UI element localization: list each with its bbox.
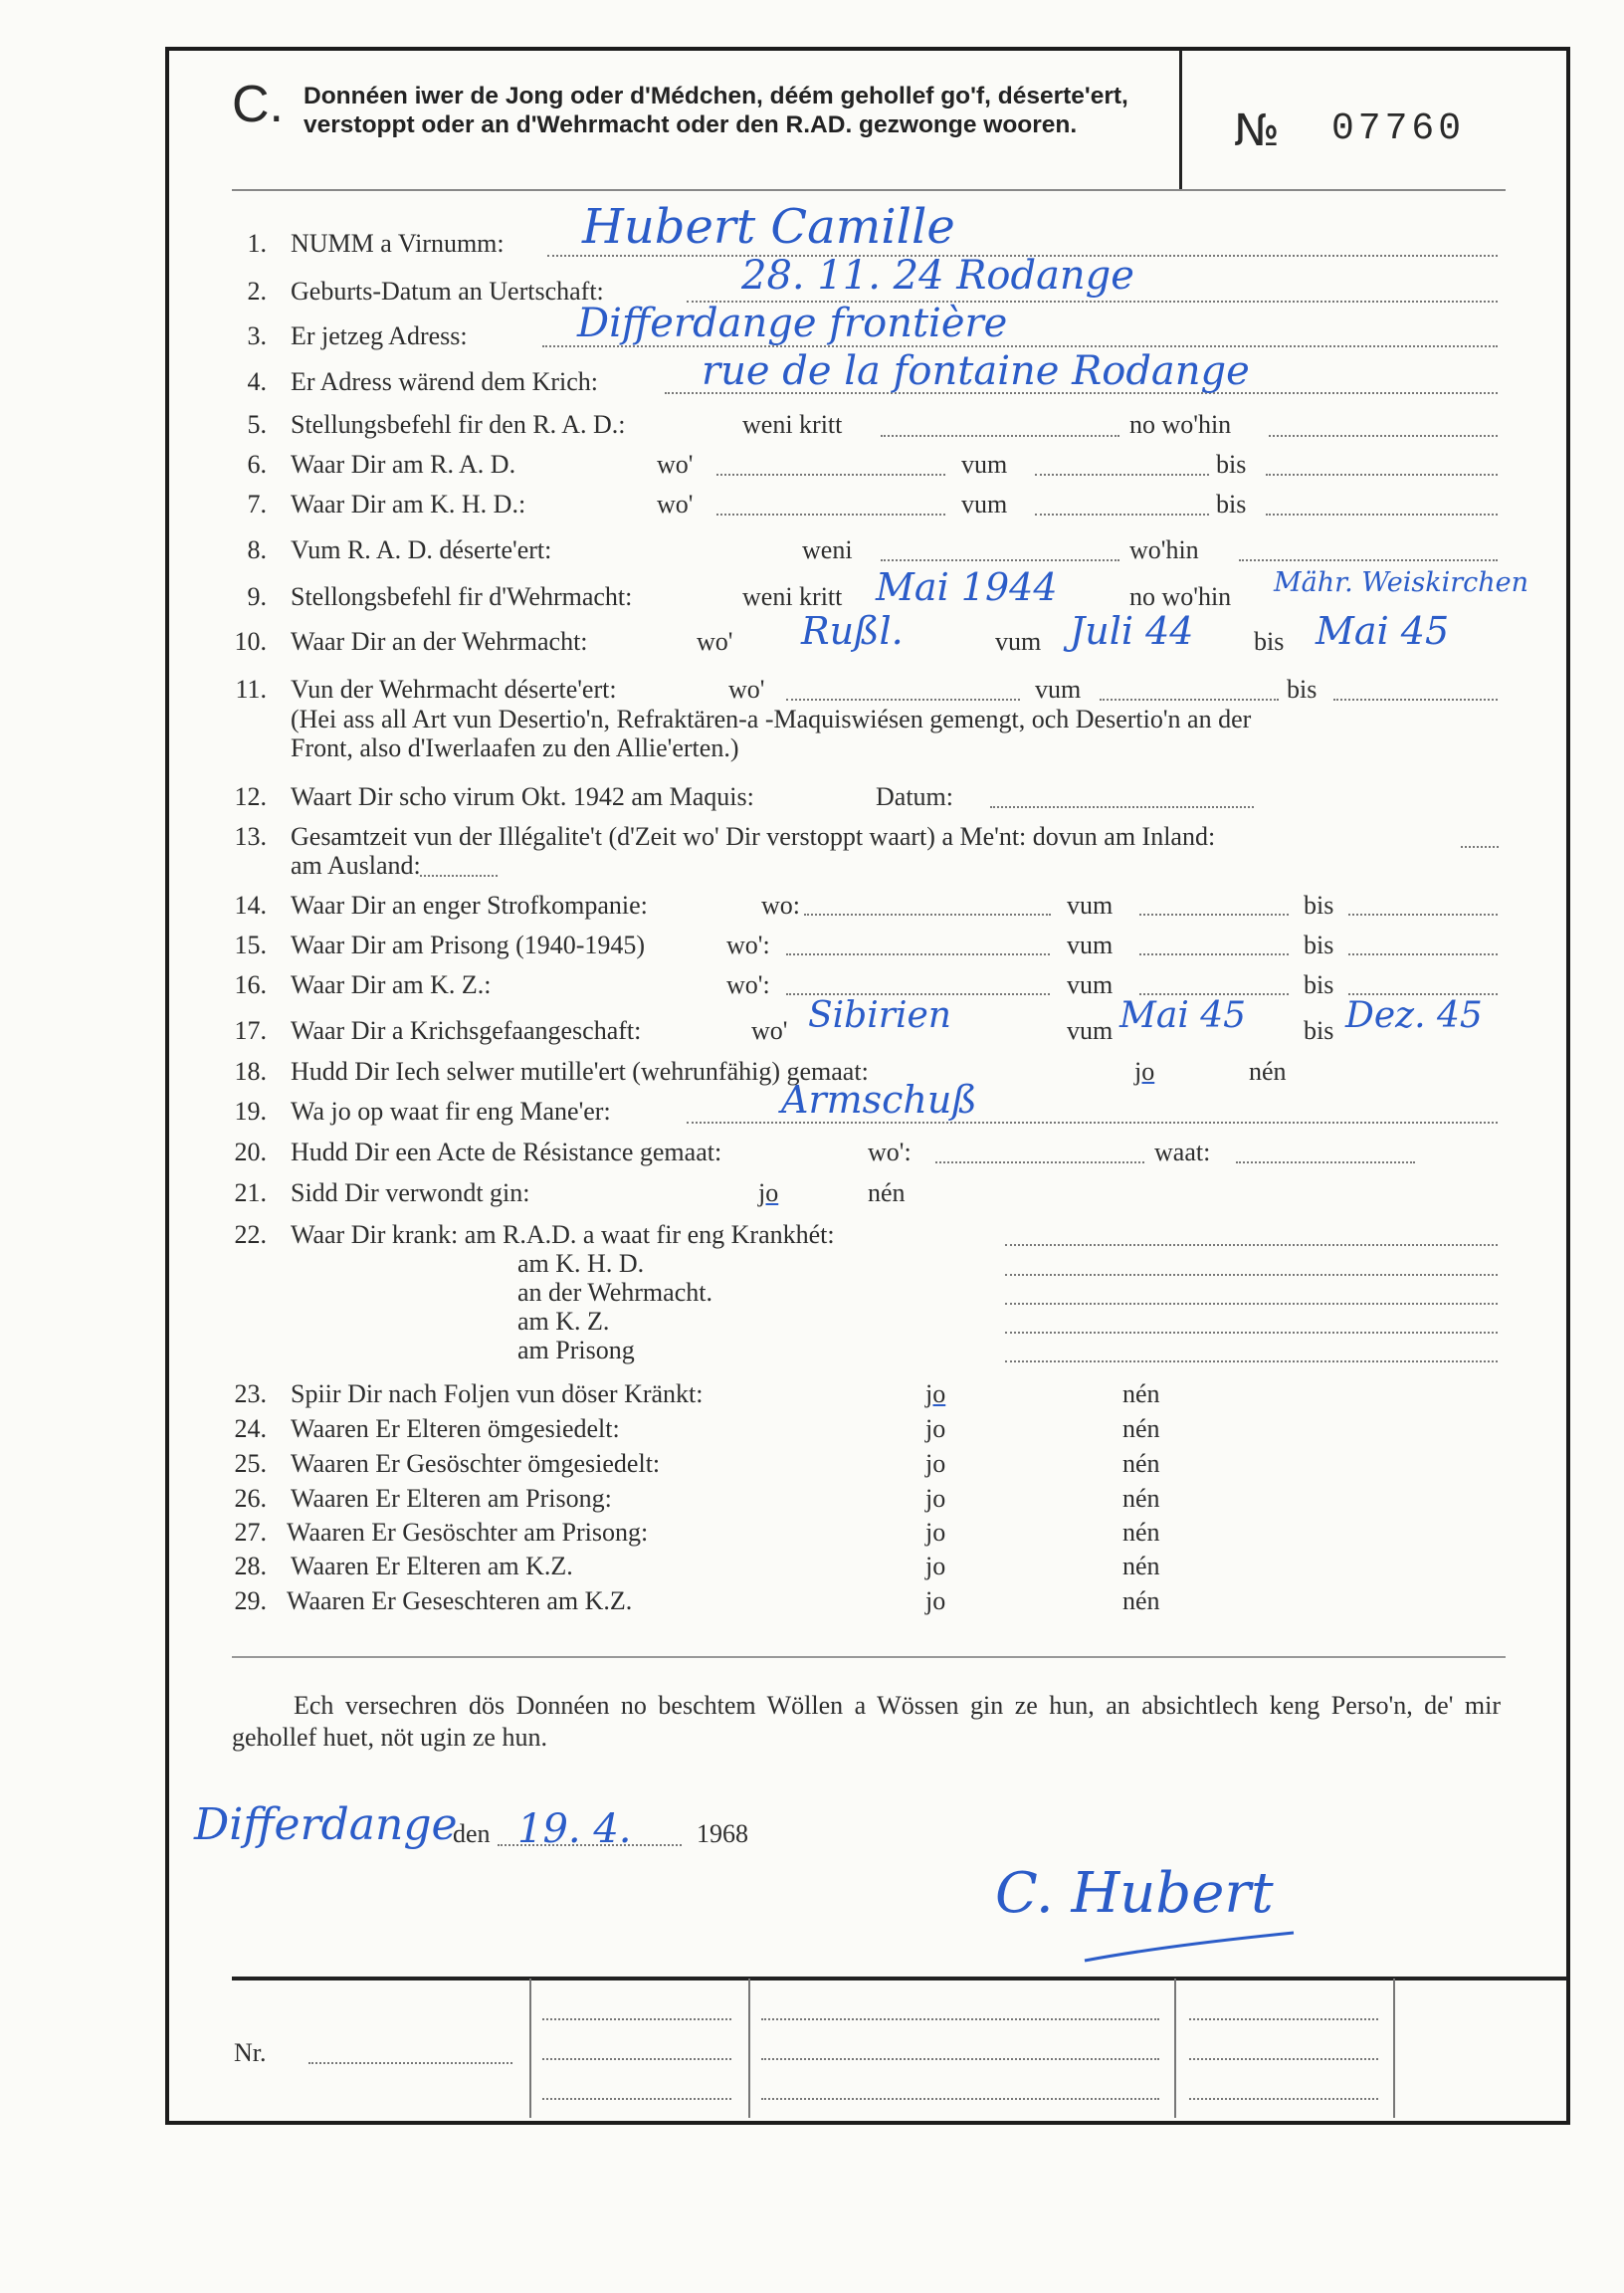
wehrmacht-wo-label: wo' [697, 627, 733, 656]
punishment-company-vum-label: vum [1067, 891, 1114, 920]
siblings-prison-yes[interactable]: jo [925, 1518, 946, 1547]
field-number: 2. [247, 277, 267, 306]
rad-label: Waar Dir am R. A. D. [291, 450, 516, 479]
parents-kz-no[interactable]: nén [1122, 1552, 1160, 1580]
field-number: 19. [234, 1097, 267, 1126]
wehrmacht-desert-vum-line[interactable] [1100, 699, 1279, 701]
sick-wehrmacht-label: an der Wehrmacht. [517, 1278, 712, 1307]
footer-column-divider [1393, 1979, 1395, 2118]
siblings-resettled-no[interactable]: nén [1122, 1449, 1160, 1478]
wounded-no[interactable]: nén [868, 1178, 906, 1207]
year-text: 1968 [697, 1819, 748, 1848]
signature: C. Hubert [995, 1861, 1274, 1926]
field-number: 18. [234, 1057, 267, 1086]
rad-wo-line[interactable] [716, 474, 945, 476]
pow-bis-label: bis [1304, 1016, 1334, 1045]
prison-wo-line[interactable] [786, 953, 1050, 955]
wehrmacht-order-where-value[interactable]: Mähr. Weiskirchen [1274, 567, 1529, 598]
birth-value[interactable]: 28. 11. 24 Rodange [741, 253, 1134, 299]
signature-flourish [1075, 1921, 1314, 1980]
wehrmacht-vum-label: vum [995, 627, 1042, 656]
name-label: NUMM a Virnumm: [291, 229, 505, 258]
declaration-text: Ech versechren dös Donnéen no beschtem Wöllen a Wössen gin ze hun, an absichtlech keng Perso'n, de' mir gehollef huet, nöt ugin ze hun. [232, 1691, 1501, 1752]
khd-vum-line[interactable] [1035, 514, 1209, 516]
rad-wo-label: wo' [657, 450, 694, 479]
parents-prison-yes[interactable]: jo [925, 1484, 946, 1513]
wehrmacht-desert-label: Vun der Wehrmacht déserte'ert: [291, 675, 617, 704]
resistance-wo-line[interactable] [935, 1161, 1144, 1163]
rad-desert-when-line[interactable] [881, 559, 1119, 561]
punishment-company-wo-label: wo: [761, 891, 800, 920]
punishment-company-vum-line[interactable] [1139, 914, 1289, 916]
footer-cell-line[interactable] [761, 2098, 1159, 2100]
aftereffects-no[interactable]: nén [1122, 1379, 1160, 1408]
rad-desert-where-line[interactable] [1239, 559, 1498, 561]
footer-rule [232, 1977, 1567, 1980]
field-number: 9. [247, 582, 267, 611]
wehrmacht-desert-vum-label: vum [1035, 675, 1082, 704]
pow-bis-value[interactable]: Dez. 45 [1345, 995, 1483, 1036]
field-number: 13. [234, 822, 267, 851]
siblings-kz-no[interactable]: nén [1122, 1586, 1160, 1615]
rad-vum-label: vum [961, 450, 1008, 479]
parents-kz-yes[interactable]: jo [925, 1552, 946, 1580]
resistance-wo-label: wo': [868, 1138, 912, 1166]
number-sign: № [1234, 105, 1280, 156]
maquis-datum-line[interactable] [990, 806, 1254, 808]
illegal-ausland-label: am Ausland: [291, 851, 421, 880]
wehrmacht-desert-bis-label: bis [1287, 675, 1318, 704]
parents-resettled-label: Waaren Er Elteren ömgesiedelt: [291, 1414, 620, 1443]
field-number: 1. [247, 229, 267, 258]
prison-bis-label: bis [1304, 931, 1334, 959]
sick-kz-line[interactable] [1005, 1332, 1498, 1334]
parents-kz-label: Waaren Er Elteren am K.Z. [291, 1552, 573, 1580]
illegal-time-label: Gesamtzeit vun der Illégalite't (d'Zeit wo' Dir verstoppt waart) a Me'nt: dovun am Inland: [291, 822, 1216, 851]
wehrmacht-desert-wo-line[interactable] [786, 699, 1020, 701]
field-number: 11. [235, 675, 267, 704]
manner-line[interactable] [687, 1122, 1498, 1124]
rad-vum-line[interactable] [1035, 474, 1209, 476]
khd-label: Waar Dir am K. H. D.: [291, 490, 526, 519]
field-number: 27. [234, 1518, 267, 1547]
khd-wo-line[interactable] [716, 514, 945, 516]
field-number: 20. [234, 1138, 267, 1166]
prison-vum-line[interactable] [1139, 953, 1289, 955]
punishment-company-bis-label: bis [1304, 891, 1334, 920]
field-number: 4. [247, 367, 267, 396]
field-number: 25. [234, 1449, 267, 1478]
siblings-kz-yes[interactable]: jo [925, 1586, 946, 1615]
footer-cell-line[interactable] [761, 2058, 1159, 2060]
war-address-value[interactable]: rue de la fontaine Rodange [702, 348, 1250, 394]
siblings-prison-no[interactable]: nén [1122, 1518, 1160, 1547]
field-number: 28. [234, 1552, 267, 1580]
rad-order-where-label: no wo'hin [1129, 410, 1232, 439]
siblings-prison-label: Waaren Er Gesöschter am Prisong: [287, 1518, 649, 1547]
section-letter: C. [232, 76, 284, 133]
sick-wehrmacht-line[interactable] [1005, 1303, 1498, 1305]
maquis-label: Waart Dir scho virum Okt. 1942 am Maquis: [291, 782, 754, 811]
form-number: 07760 [1331, 107, 1466, 150]
siblings-kz-label: Waaren Er Geseschteren am K.Z. [287, 1586, 633, 1615]
resistance-label: Hudd Dir een Acte de Résistance gemaat: [291, 1138, 722, 1166]
manner-value[interactable]: Armschuß [781, 1078, 977, 1122]
rad-desert-label: Vum R. A. D. déserte'ert: [291, 535, 552, 564]
illegal-inland-line[interactable] [1461, 846, 1499, 848]
header-rule [232, 189, 1506, 191]
footer-cell-line[interactable] [1189, 2098, 1378, 2100]
wehrmacht-desert-bis-line[interactable] [1333, 699, 1498, 701]
kz-wo-label: wo': [726, 970, 770, 999]
declaration-separator [232, 1656, 1506, 1658]
pow-wo-label: wo' [751, 1016, 788, 1045]
footer-cell-line[interactable] [542, 2098, 731, 2100]
footer-column-divider [748, 1979, 750, 2118]
footer-cell-line[interactable] [761, 2018, 1159, 2020]
illegal-ausland-line[interactable] [420, 875, 498, 877]
siblings-resettled-yes[interactable]: jo [925, 1449, 946, 1478]
aftereffects-label: Spiir Dir nach Foljen vun döser Kränkt: [291, 1379, 704, 1408]
self-mutilation-label: Hudd Dir Iech selwer mutille'ert (wehrunfähig) gemaat: [291, 1057, 869, 1086]
wehrmacht-bis-label: bis [1254, 627, 1285, 656]
field-number: 16. [234, 970, 267, 999]
khd-bis-label: bis [1216, 490, 1247, 519]
birth-label: Geburts-Datum an Uertschaft: [291, 277, 604, 306]
rad-order-when-line[interactable] [881, 435, 1119, 437]
footer-column-divider [529, 1979, 531, 2118]
kz-label: Waar Dir am K. Z.: [291, 970, 492, 999]
field-number: 3. [247, 321, 267, 350]
self-mutilation-no[interactable]: nén [1249, 1057, 1287, 1086]
prison-wo-label: wo': [726, 931, 770, 959]
parents-prison-no[interactable]: nén [1122, 1484, 1160, 1513]
field-number: 10. [234, 627, 267, 656]
pow-vum-value[interactable]: Mai 45 [1119, 995, 1247, 1036]
field-number: 6. [247, 450, 267, 479]
rad-bis-line[interactable] [1266, 474, 1498, 476]
field-number: 12. [234, 782, 267, 811]
resistance-waat-line[interactable] [1236, 1161, 1415, 1163]
sick-label: Waar Dir krank: am R.A.D. a waat fir eng Krankhét: [291, 1220, 835, 1249]
sick-khd-line[interactable] [1005, 1274, 1498, 1276]
sick-kz-label: am K. Z. [517, 1307, 610, 1336]
siblings-resettled-label: Waaren Er Gesöschter ömgesiedelt: [291, 1449, 661, 1478]
rad-order-when-label: weni kritt [742, 410, 843, 439]
wehrmacht-vum-value[interactable]: Juli 44 [1070, 609, 1194, 653]
field-number: 8. [247, 535, 267, 564]
field-number: 23. [234, 1379, 267, 1408]
field-number: 14. [234, 891, 267, 920]
rad-desert-where-label: wo'hin [1129, 535, 1199, 564]
wehrmacht-order-when-value[interactable]: Mai 1944 [876, 565, 1058, 609]
pow-vum-label: vum [1067, 1016, 1114, 1045]
kz-bis-label: bis [1304, 970, 1334, 999]
sick-prison-line[interactable] [1005, 1360, 1498, 1362]
form-title: Donnéen iwer de Jong oder d'Médchen, déém gehollef go'f, déserte'ert, verstoppt oder an d'Wehrmacht oder den R.AD. gezwonge wooren. [304, 83, 1128, 138]
footer-column-divider [1174, 1979, 1176, 2118]
sick-prison-label: am Prisong [517, 1336, 635, 1364]
parents-resettled-no[interactable]: nén [1122, 1414, 1160, 1443]
rad-bis-label: bis [1216, 450, 1247, 479]
khd-bis-line[interactable] [1266, 514, 1498, 516]
rad-order-label: Stellungsbefehl fir den R. A. D.: [291, 410, 626, 439]
field-number: 24. [234, 1414, 267, 1443]
prison-vum-label: vum [1067, 931, 1114, 959]
maquis-datum-label: Datum: [876, 782, 953, 811]
name-value[interactable]: Hubert Camille [582, 199, 955, 255]
footer-cell-line[interactable] [1189, 2058, 1378, 2060]
wehrmacht-label: Waar Dir an der Wehrmacht: [291, 627, 588, 656]
prison-bis-line[interactable] [1348, 953, 1498, 955]
footer-cell-line[interactable] [1189, 2018, 1378, 2020]
address-value[interactable]: Differdange frontière [577, 301, 1008, 346]
resistance-waat-label: waat: [1154, 1138, 1211, 1166]
field-number: 5. [247, 410, 267, 439]
wehrmacht-order-when-label: weni kritt [742, 582, 843, 611]
war-address-label: Er Adress wärend dem Krich: [291, 367, 599, 396]
field-number: 29. [234, 1586, 267, 1615]
pow-label: Waar Dir a Krichsgefaangeschaft: [291, 1016, 642, 1045]
rad-order-where-line[interactable] [1269, 435, 1498, 437]
punishment-company-wo-line[interactable] [804, 914, 1051, 916]
wehrmacht-desert-wo-label: wo' [728, 675, 765, 704]
field-number: 15. [234, 931, 267, 959]
nr-label: Nr. [234, 2038, 267, 2067]
address-label: Er jetzeg Adress: [291, 321, 468, 350]
wehrmacht-bis-value[interactable]: Mai 45 [1316, 609, 1450, 653]
nr-line[interactable] [308, 2062, 512, 2064]
sick-rad-line[interactable] [1005, 1244, 1498, 1246]
sick-khd-label: am K. H. D. [517, 1249, 645, 1278]
manner-label: Wa jo op waat fir eng Mane'er: [291, 1097, 611, 1126]
header-divider [1179, 50, 1182, 189]
punishment-company-bis-line[interactable] [1348, 914, 1498, 916]
punishment-company-label: Waar Dir an enger Strofkompanie: [291, 891, 648, 920]
footer-cell-line[interactable] [542, 2058, 731, 2060]
pow-wo-value[interactable]: Sibirien [808, 995, 951, 1036]
wehrmacht-order-where-label: no wo'hin [1129, 582, 1232, 611]
date-value[interactable]: 19. 4. [517, 1806, 632, 1852]
wounded-label: Sidd Dir verwondt gin: [291, 1178, 530, 1207]
field-number: 22. [234, 1220, 267, 1249]
aftereffects-yes[interactable]: jo [925, 1379, 946, 1408]
den-label: den [453, 1819, 491, 1848]
wehrmacht-wo-value[interactable]: Rußl. [801, 609, 904, 653]
desertion-note-2: Front, also d'Iwerlaafen zu den Allie'erten.) [291, 733, 739, 762]
self-mutilation-yes[interactable]: jo [1134, 1057, 1155, 1086]
wounded-yes[interactable]: jo [758, 1178, 779, 1207]
footer-cell-line[interactable] [542, 2018, 731, 2020]
prison-label: Waar Dir am Prisong (1940-1945) [291, 931, 646, 959]
khd-vum-label: vum [961, 490, 1008, 519]
khd-wo-label: wo' [657, 490, 694, 519]
field-number: 17. [234, 1016, 267, 1045]
kz-vum-label: vum [1067, 970, 1114, 999]
parents-prison-label: Waaren Er Elteren am Prisong: [291, 1484, 612, 1513]
field-number: 21. [234, 1178, 267, 1207]
wehrmacht-order-label: Stellongsbefehl fir d'Wehrmacht: [291, 582, 633, 611]
desertion-note-1: (Hei ass all Art vun Desertio'n, Refraktären-a -Maquiswiésen gemengt, och Desertio'n an der [291, 705, 1252, 733]
rad-desert-when-label: weni [802, 535, 853, 564]
place-value[interactable]: Differdange [194, 1799, 458, 1850]
field-number: 7. [247, 490, 267, 519]
field-number: 26. [234, 1484, 267, 1513]
parents-resettled-yes[interactable]: jo [925, 1414, 946, 1443]
